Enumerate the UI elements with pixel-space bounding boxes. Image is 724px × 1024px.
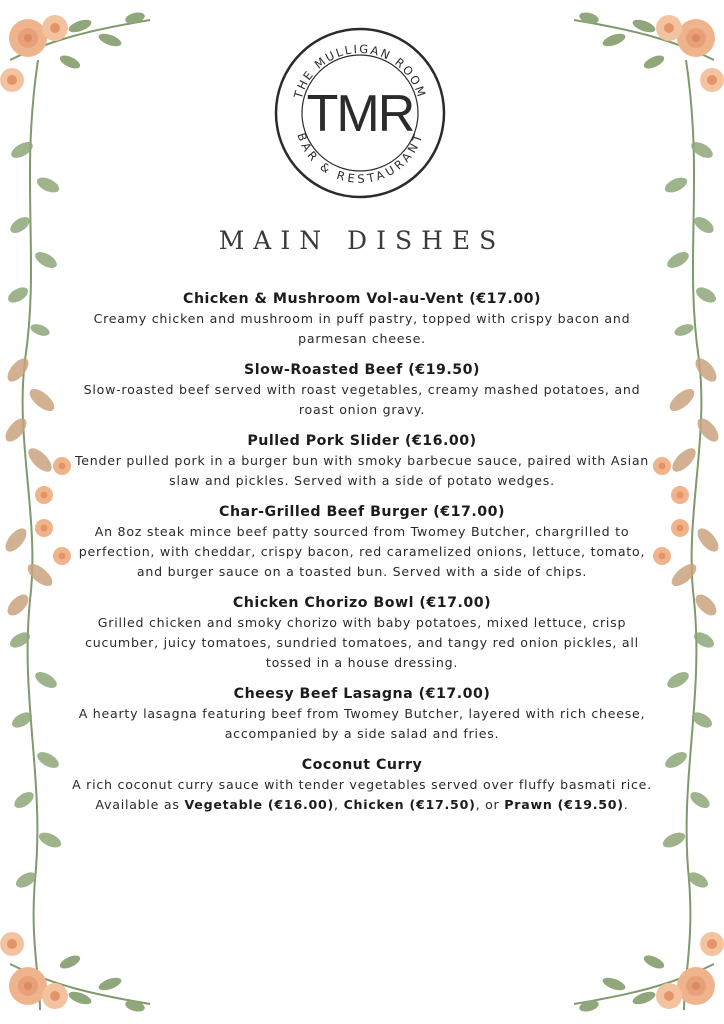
rose-cluster-bottom-right [564, 914, 724, 1024]
dish-name: Char-Grilled Beef Burger (€17.00) [219, 504, 505, 520]
dish-description: Slow-roasted beef served with roast vegetables, creamy mashed potatoes, and roast onion gravy. [83, 382, 641, 417]
dish-item [70, 431, 654, 491]
curry-description: A rich coconut curry sauce with tender vegetables served over fluffy basmati rice. [72, 777, 652, 792]
restaurant-logo [273, 26, 447, 200]
terminator: . [623, 797, 629, 812]
curry-availability-prefix: Available as [95, 797, 180, 812]
dish-name: Chicken & Mushroom Vol-au-Vent (€17.00) [183, 291, 541, 307]
dish-description [70, 775, 654, 815]
separator: , or [475, 797, 500, 812]
dish-description: Tender pulled pork in a burger bun with smoky barbecue sauce, paired with Asian slaw and pickles. Served with a side of potato wedges. [74, 453, 650, 488]
dish-name: Coconut Curry [301, 757, 423, 773]
dish-name: Pulled Pork Slider (€16.00) [247, 433, 477, 449]
logo-brand-arc: THE MULLIGAN ROOM [290, 41, 430, 101]
dish-name: Chicken Chorizo Bowl (€17.00) [232, 595, 492, 611]
dish-description: Creamy chicken and mushroom in puff pastry, topped with crispy bacon and parmesan cheese. [93, 311, 631, 346]
menu-section-title: MAIN DISHES [218, 226, 506, 255]
logo-tagline-arc: BAR & RESTAURANT [294, 130, 426, 186]
separator: , [334, 797, 339, 812]
curry-option-vegetable: Vegetable (€16.00) [184, 797, 335, 812]
dish-name: Slow-Roasted Beef (€19.50) [244, 362, 480, 378]
rose-cluster-bottom-left [0, 914, 160, 1024]
dish-list [70, 289, 654, 826]
logo-monogram: TMR [306, 85, 414, 143]
dish-name: Cheesy Beef Lasagna (€17.00) [233, 686, 491, 702]
dish-description: A hearty lasagna featuring beef from Twomey Butcher, layered with rich cheese, accompanied by a side salad and fries. [78, 706, 646, 741]
dish-item [70, 684, 654, 744]
rose-cluster-top-left [0, 0, 160, 110]
dish-item [70, 360, 654, 420]
dish-item [70, 593, 654, 673]
dish-description: Grilled chicken and smoky chorizo with baby potatoes, mixed lettuce, crisp cucumber, juicy tomatoes, sundried tomatoes, and tangy red onion pickles, all tossed in a house dressing. [85, 615, 639, 670]
rose-cluster-top-right [564, 0, 724, 110]
dish-item-coconut-curry [70, 755, 654, 815]
dish-item [70, 502, 654, 582]
dish-description: An 8oz steak mince beef patty sourced from Twomey Butcher, chargrilled to perfection, with cheddar, crispy bacon, red caramelized onions, lettuce, tomato, and burger sauce on a toasted bun. Served with a side of chips. [78, 524, 646, 579]
curry-option-prawn: Prawn (€19.50) [504, 797, 624, 812]
curry-option-chicken: Chicken (€17.50) [343, 797, 476, 812]
dish-item [70, 289, 654, 349]
